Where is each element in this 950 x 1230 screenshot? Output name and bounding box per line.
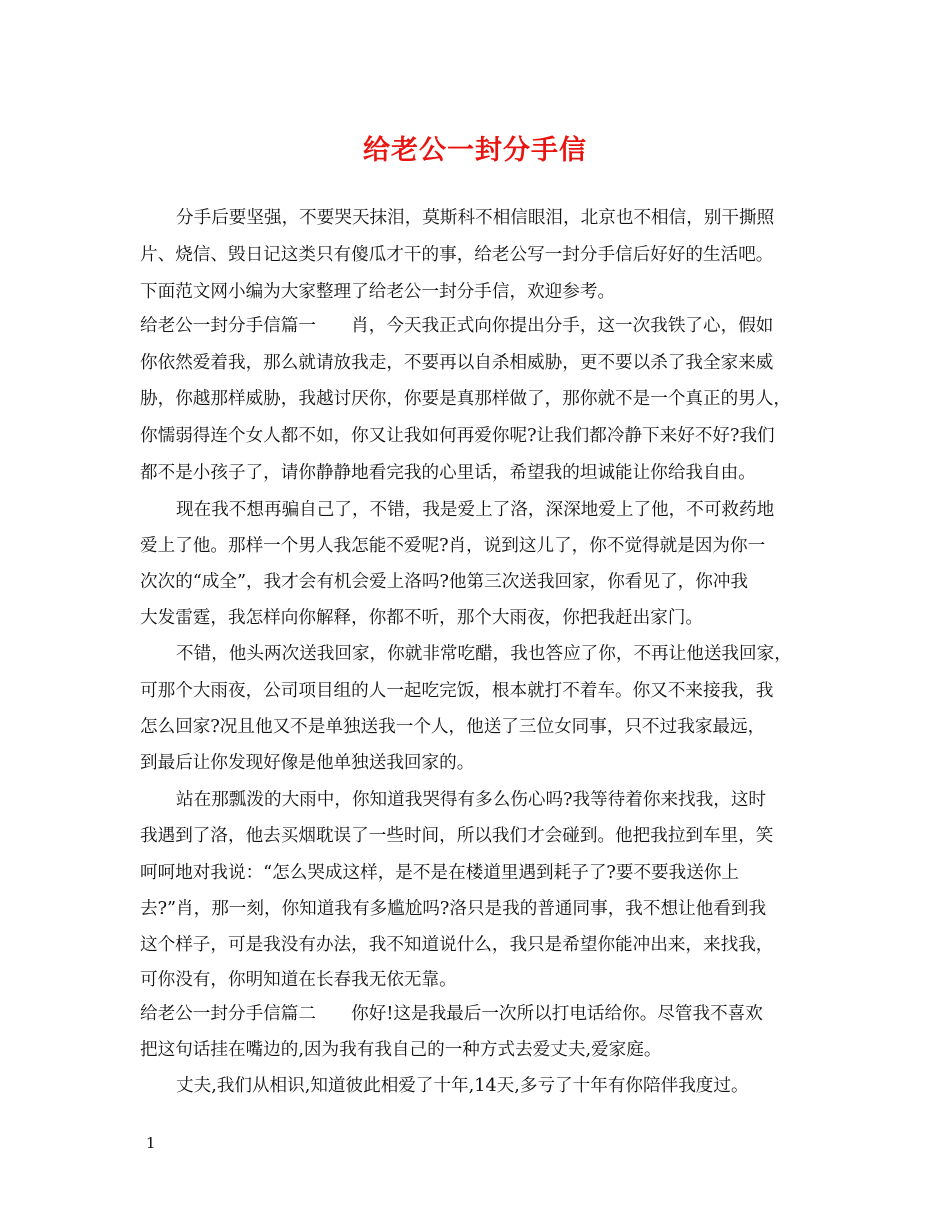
text-line: 分手后要坚强，不要哭天抹泪，莫斯科不相信眼泪，北京也不相信，别干撕照 — [176, 208, 775, 228]
text-line: 你懦弱得连个女人都不如，你又让我如何再爱你呢?让我们都冷静下来好不好?我们 — [140, 426, 775, 446]
text-line: 片、烧信、毁日记这类只有傻瓜才干的事，给老公写一封分手信后好好的生活吧。 — [140, 245, 774, 265]
text-line: 现在我不想再骗自己了，不错，我是爱上了洛，深深地爱上了他，不可救药地 — [176, 500, 775, 520]
text-line: 可那个大雨夜，公司项目组的人一起吃完饭，根本就打不着车。你又不来接我，我 — [140, 681, 774, 701]
text-line: 可你没有，你明知道在长春我无依无靠。 — [140, 970, 457, 990]
text-line: 爱上了他。那样一个男人我怎能不爱呢?肖，说到这儿了，你不觉得就是因为你一 — [140, 536, 766, 556]
text-line: 大发雷霆，我怎样向你解释，你都不听，那个大雨夜，你把我赶出家门。 — [140, 608, 704, 628]
text-line: 把这句话挂在嘴边的,因为我有我自己的一种方式去爱丈夫,爱家庭。 — [140, 1040, 662, 1060]
text-line: 呵呵地对我说：“怎么哭成这样，是不是在楼道里遇到耗子了?要不要我送你上 — [140, 863, 740, 883]
text-line: 下面范文网小编为大家整理了给老公一封分手信，欢迎参考。 — [140, 282, 616, 302]
text-line: 我遇到了洛，他去买烟耽误了一些时间，所以我们才会碰到。他把我拉到车里，笑 — [140, 826, 774, 846]
text-line: 怎么回家?况且他又不是单独送我一个人，他送了三位女同事，只不过我家最远， — [140, 717, 766, 737]
text-line: 你依然爱着我，那么就请放我走，不要再以自杀相威胁，更不要以杀了我全家来威 — [140, 353, 774, 373]
text-line: 都不是小孩子了，请你静静地看完我的心里话，希望我的坦诚能让你给我自由。 — [140, 463, 756, 483]
text-line: 给老公一封分手信篇一 肖，今天我正式向你提出分手，这一次我铁了心，假如 — [140, 316, 774, 336]
text-line: 胁，你越那样威胁，我越讨厌你，你要是真那样做了，那你就不是一个真正的男人， — [140, 389, 791, 409]
text-line: 到最后让你发现好像是他单独送我回家的。 — [140, 753, 475, 773]
page-title: 给老公一封分手信 — [363, 135, 587, 166]
page-number: 1 — [146, 1134, 156, 1152]
text-line: 给老公一封分手信篇二 你好!这是我最后一次所以打电话给你。尽管我不喜欢 — [140, 1004, 763, 1024]
text-line: 去?”肖，那一刻，你知道我有多尴尬吗?洛只是我的普通同事，我不想让他看到我 — [140, 899, 767, 919]
text-line: 这个样子，可是我没有办法，我不知道说什么，我只是希望你能冲出来，来找我， — [140, 935, 774, 955]
text-line: 站在那瓢泼的大雨中，你知道我哭得有多么伤心吗?我等待着你来找我，这时 — [176, 790, 767, 810]
text-line: 次次的“成全”，我才会有机会爱上洛吗?他第三次送我回家，你看见了，你冲我 — [140, 572, 749, 592]
text-line: 不错，他头两次送我回家，你就非常吃醋，我也答应了你，不再让他送我回家， — [176, 644, 792, 664]
text-line: 丈夫,我们从相识,知道彼此相爱了十年,14天,多亏了十年有你陪伴我度过。 — [176, 1076, 749, 1096]
